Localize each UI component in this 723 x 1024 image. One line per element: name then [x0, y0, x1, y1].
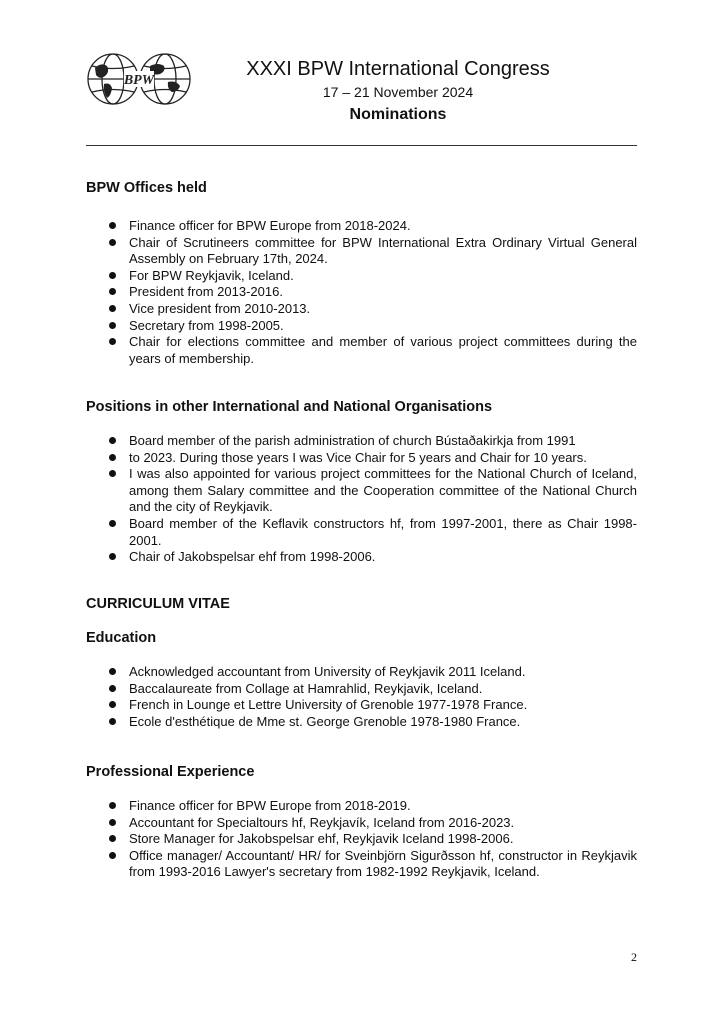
section-heading-education: Education	[86, 630, 157, 646]
positions-list	[86, 433, 637, 566]
list-item: For BPW Reykjavik, Iceland.	[86, 268, 637, 285]
list-item: to 2023. During those years I was Vice Chair for 5 years and Chair for 10 years.	[86, 450, 637, 467]
list-item: Finance officer for BPW Europe from 2018-2024.	[86, 218, 637, 235]
section-heading-positions: Positions in other International and National Organisations	[86, 399, 493, 415]
document-subtitle: Nominations	[349, 106, 447, 123]
list-item: Chair of Scrutineers committee for BPW International Extra Ordinary Virtual General Assembly on February 17th, 2024.	[86, 235, 637, 268]
list-item: Board member of the parish administration of church Bústaðakirkja from 1991	[86, 433, 637, 450]
section-heading-offices: BPW Offices held	[86, 180, 207, 196]
list-item: Office manager/ Accountant/ HR/ for Sveinbjörn Sigurðsson hf, constructor in Reykjavik from 1993-2016 Lawyer's secretary from 1982-1992 Reykjavik, Iceland.	[86, 848, 637, 881]
congress-dates: 17 – 21 November 2024	[322, 84, 474, 100]
list-item: Vice president from 2010-2013.	[86, 301, 637, 318]
page-number: 2	[631, 950, 637, 964]
experience-list	[86, 798, 637, 881]
list-item: Secretary from 1998-2005.	[86, 318, 637, 335]
list-item: Baccalaureate from Collage at Hamrahlid, Reykjavik, Iceland.	[86, 681, 637, 698]
header-divider	[86, 145, 637, 146]
document-title: XXXI BPW International Congress	[246, 58, 550, 80]
section-heading-experience: Professional Experience	[86, 764, 255, 780]
logo-text: BPW	[123, 73, 155, 88]
list-item: Chair of Jakobspelsar ehf from 1998-2006.	[86, 549, 637, 566]
list-item: Ecole d'esthétique de Mme st. George Grenoble 1978-1980 France.	[86, 714, 637, 731]
section-heading-cv: CURRICULUM VITAE	[86, 596, 230, 612]
list-item: President from 2013-2016.	[86, 284, 637, 301]
list-item: Acknowledged accountant from University of Reykjavik 2011 Iceland.	[86, 664, 637, 681]
list-item: French in Lounge et Lettre University of Grenoble 1977-1978 France.	[86, 697, 637, 714]
list-item: I was also appointed for various project committees for the National Church of Iceland, among them Salary committee and the Cooperation committee of the National Church and the city of Reykjavik.	[86, 466, 637, 516]
list-item: Board member of the Keflavik constructors hf, from 1997-2001, there as Chair 1998-2001.	[86, 516, 637, 549]
list-item: Chair for elections committee and member of various project committees during the years of membership.	[86, 334, 637, 367]
list-item: Finance officer for BPW Europe from 2018-2019.	[86, 798, 637, 815]
offices-list	[86, 218, 637, 367]
list-item: Store Manager for Jakobspelsar ehf, Reykjavik Iceland 1998-2006.	[86, 831, 637, 848]
education-list	[86, 664, 637, 730]
list-item: Accountant for Specialtours hf, Reykjavík, Iceland from 2016-2023.	[86, 815, 637, 832]
